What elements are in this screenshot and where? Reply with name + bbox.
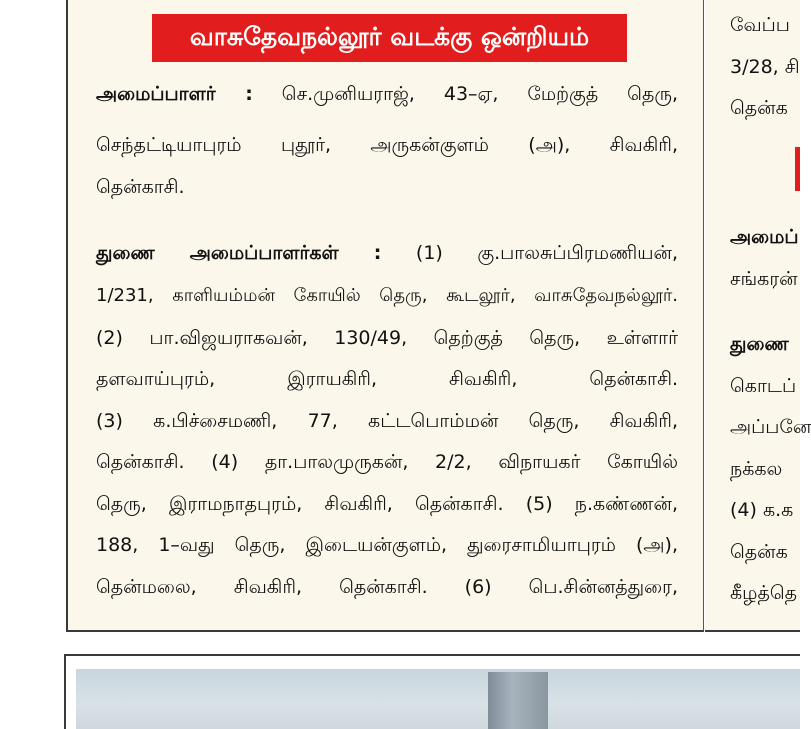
right-line-6: அப்பனே [730, 416, 811, 438]
deputy-line-7: தெரு, இராமநாதபுரம், சிவகிரி, தென்காசி. (5) ந.கண்ணன், [96, 493, 678, 515]
deputy-line-9: தென்மலை, சிவகிரி, தென்காசி. (6) பெ.சின்னத்துரை, [96, 576, 678, 598]
organiser-line-2: செந்தட்டியாபுரம் புதூர், அருகன்குளம் (அ), சிவகிரி, [96, 134, 678, 156]
organiser-line-1 [96, 79, 678, 109]
deputy-line-5: (3) க.பிச்சைமணி, 77, கட்டபொம்மன் தெரு, சிவகிரி, [96, 410, 678, 432]
deputy-line-6: தென்காசி. (4) தா.பாலமுருகன், 2/2, விநாயகர் கோயில் [96, 451, 678, 473]
right-line-2: 3/28, சி [730, 56, 800, 78]
right-heading-banner-edge [795, 147, 800, 191]
right-line-9: தென்க [730, 541, 788, 563]
news-photo [76, 669, 800, 729]
deputy-line-1 [96, 238, 678, 268]
deputy-label: துணை அமைப்பாளர்கள் : [96, 242, 382, 264]
deputy-line-2: 1/231, காளியம்மன் கோயில் தெரு, கூடலூர், வாசுதேவநல்லூர். [96, 285, 678, 306]
deputy-line-3: (2) பா.விஜயராகவன், 130/49, தெற்குத் தெரு, உள்ளார் [96, 327, 678, 349]
deputy-line-4: தளவாய்புரம், இராயகிரி, சிவகிரி, தென்காசி. [96, 368, 678, 390]
photo-tower-shape [488, 672, 548, 729]
right-line-8: (4) க.க [730, 499, 794, 521]
right-line-1: வேப்ப [730, 14, 790, 36]
right-line-7: நக்கல [730, 458, 783, 480]
deputy-line-8: 188, 1–வது தெரு, இடையன்குளம், துரைசாமியாபுரம் (அ), [96, 534, 678, 556]
organiser-text-1: செ.முனியராஜ், 43–ஏ, மேற்குத் தெரு, [281, 83, 678, 105]
right-line-10: கீழத்தெ [730, 582, 797, 604]
right-line-4: சங்கரன் [730, 268, 798, 290]
right-line-3: தென்க [730, 97, 788, 119]
section-heading-banner [152, 14, 627, 62]
right-bold-label-1: அமைப் [730, 226, 799, 248]
organiser-label: அமைப்பாளர் : [96, 83, 253, 105]
right-bold-label-2: துணை [730, 333, 789, 355]
organiser-line-3: தென்காசி. [96, 176, 185, 198]
section-heading: வாசுதேவநல்லூர் வடக்கு ஒன்றியம் [189, 21, 590, 51]
deputy-text-1: (1) கு.பாலசுப்பிரமணியன், [415, 242, 678, 264]
right-line-5: கொடப் [730, 375, 797, 397]
